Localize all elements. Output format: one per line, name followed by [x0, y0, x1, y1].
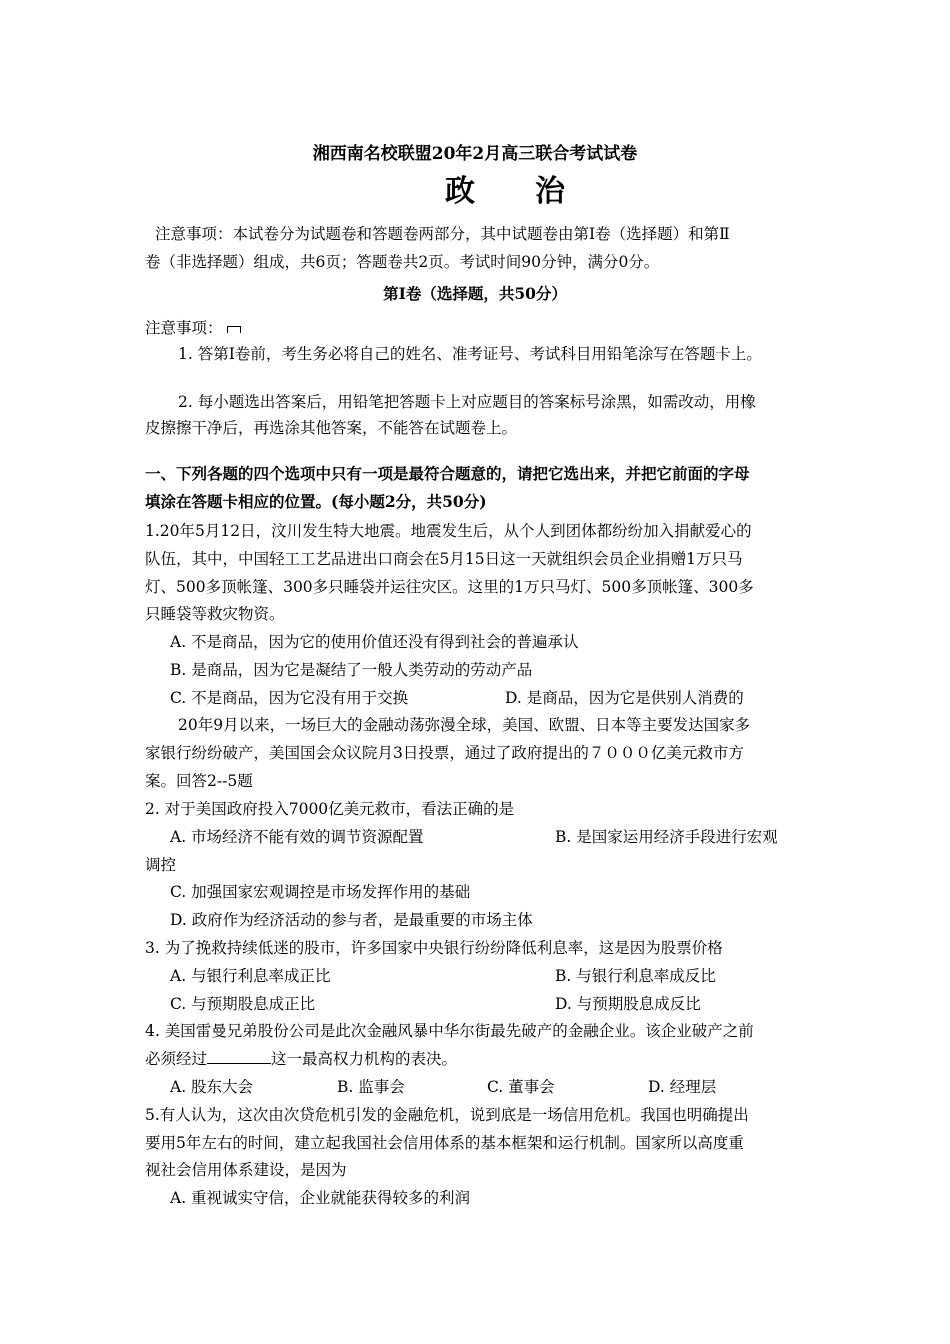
q2-option-c: C. 加强国家宏观调控是市场发挥作用的基础: [170, 883, 471, 901]
q5-stem-line-3: 视社会信用体系建设，是因为: [145, 1161, 347, 1179]
subject-title: 政治: [445, 174, 625, 209]
notice-line-2: 卷（非选择题）组成，共6页；答题卷共2页。考试时间90分钟，满分0分。: [145, 253, 660, 271]
fill-blank: [207, 1049, 271, 1064]
q2-option-b: B. 是国家运用经济手段进行宏观: [555, 828, 778, 846]
rule-1: 1. 答第Ⅰ卷前，考生务必将自己的姓名、准考证号、考试科目用铅笔涂写在答题卡上。: [178, 345, 762, 363]
q5-stem-line-2: 要用5年左右的时间，建立起我国社会信用体系的基本框架和运行机制。国家所以高度重: [145, 1134, 744, 1152]
q2-stem: 2. 对于美国政府投入7000亿美元救市，看法正确的是: [145, 800, 515, 818]
q2-option-d: D. 政府作为经济活动的参与者，是最重要的市场主体: [170, 911, 533, 929]
material-line-2: 家银行纷纷破产，美国国会众议院月3日投票，通过了政府提出的７０００亿美元救市方: [145, 744, 744, 762]
q1-stem-line-1: 1.20年5月12日，汶川发生特大地震。地震发生后，从个人到团体都纷纷加入捐献爱心的: [145, 522, 752, 540]
q3-option-c: C. 与预期股息成正比: [170, 995, 316, 1013]
q4-stem-suffix: 这一最高权力机构的表决。: [271, 1050, 458, 1068]
q1-stem-line-3: 灯、500多顶帐篷、300多只睡袋并运往灾区。这里的1万只马灯、500多顶帐篷、300多: [145, 578, 754, 596]
q1-option-c: C. 不是商品，因为它没有用于交换: [170, 689, 409, 707]
q1-option-a: A. 不是商品，因为它的使用价值还没有得到社会的普遍承认: [170, 633, 579, 651]
part1-notice-label: [145, 318, 241, 338]
q4-option-c: C. 董事会: [487, 1078, 555, 1096]
q5-stem-line-1: 5.有人认为，这次由次贷危机引发的金融危机，说到底是一场信用危机。我国也明确提出: [145, 1106, 749, 1124]
rule-2-line-2: 皮擦擦干净后，再选涂其他答案，不能答在试题卷上。: [145, 419, 518, 437]
q3-option-d: D. 与预期股息成反比: [555, 995, 701, 1013]
q2-option-b-continued: 调控: [145, 856, 177, 874]
material-line-3: 案。回答2--5题: [145, 772, 253, 790]
q4-stem-line-2: [145, 1049, 457, 1069]
q5-option-a: A. 重视诚实守信，企业就能获得较多的利润: [170, 1189, 471, 1207]
q1-option-b: B. 是商品，因为它是凝结了一般人类劳动的劳动产品: [170, 661, 533, 679]
q3-option-b: B. 与银行利息率成反比: [555, 967, 716, 985]
q4-stem-line-1: 4. 美国雷曼兄弟股份公司是此次金融风暴中华尔街最先破产的金融企业。该企业破产之前: [145, 1022, 754, 1040]
q4-option-b: B. 监事会: [337, 1078, 405, 1096]
exam-title: 湘西南名校联盟20年2月高三联合考试试卷: [312, 144, 638, 164]
section1-heading-line-2: 填涂在答题卡相应的位置。(每小题2分，共50分): [145, 492, 487, 511]
part1-heading: 第Ⅰ卷（选择题，共50分）: [383, 284, 567, 303]
q4-stem-prefix: 必须经过: [145, 1050, 208, 1068]
q3-option-a: A. 与银行利息率成正比: [170, 967, 331, 985]
section1-heading-line-1: 一、下列各题的四个选项中只有一项是最符合题意的，请把它选出来，并把它前面的字母: [145, 464, 750, 483]
notice-label-text: 注意事项：: [145, 319, 223, 337]
q1-option-d: D. 是商品，因为它是供别人消费的: [505, 689, 744, 707]
rule-2-line-1: 2. 每小题选出答案后，用铅笔把答题卡上对应题目的答案标号涂黑，如需改动，用橡: [178, 393, 756, 411]
q4-option-d: D. 经理层: [648, 1078, 717, 1096]
q1-stem-line-4: 只睡袋等救灾物资。: [145, 605, 285, 623]
q4-option-a: A. 股东大会: [170, 1078, 254, 1096]
notice-line-1: 注意事项：本试卷分为试题卷和答题卷两部分，其中试题卷由第Ⅰ卷（选择题）和第Ⅱ: [155, 225, 730, 243]
q3-stem: 3. 为了挽救持续低迷的股市，许多国家中央银行纷纷降低利息率，这是因为股票价格: [145, 939, 723, 957]
material-line-1: 20年9月以来，一场巨大的金融动荡弥漫全球，美国、欧盟、日本等主要发达国家多: [178, 716, 751, 734]
caret-mark-icon: [227, 326, 241, 333]
q1-stem-line-2: 队伍，其中，中国轻工工艺品进出口商会在5月15日这一天就组织会员企业捐赠1万只马: [145, 550, 743, 568]
q2-option-a: A. 市场经济不能有效的调节资源配置: [170, 828, 424, 846]
